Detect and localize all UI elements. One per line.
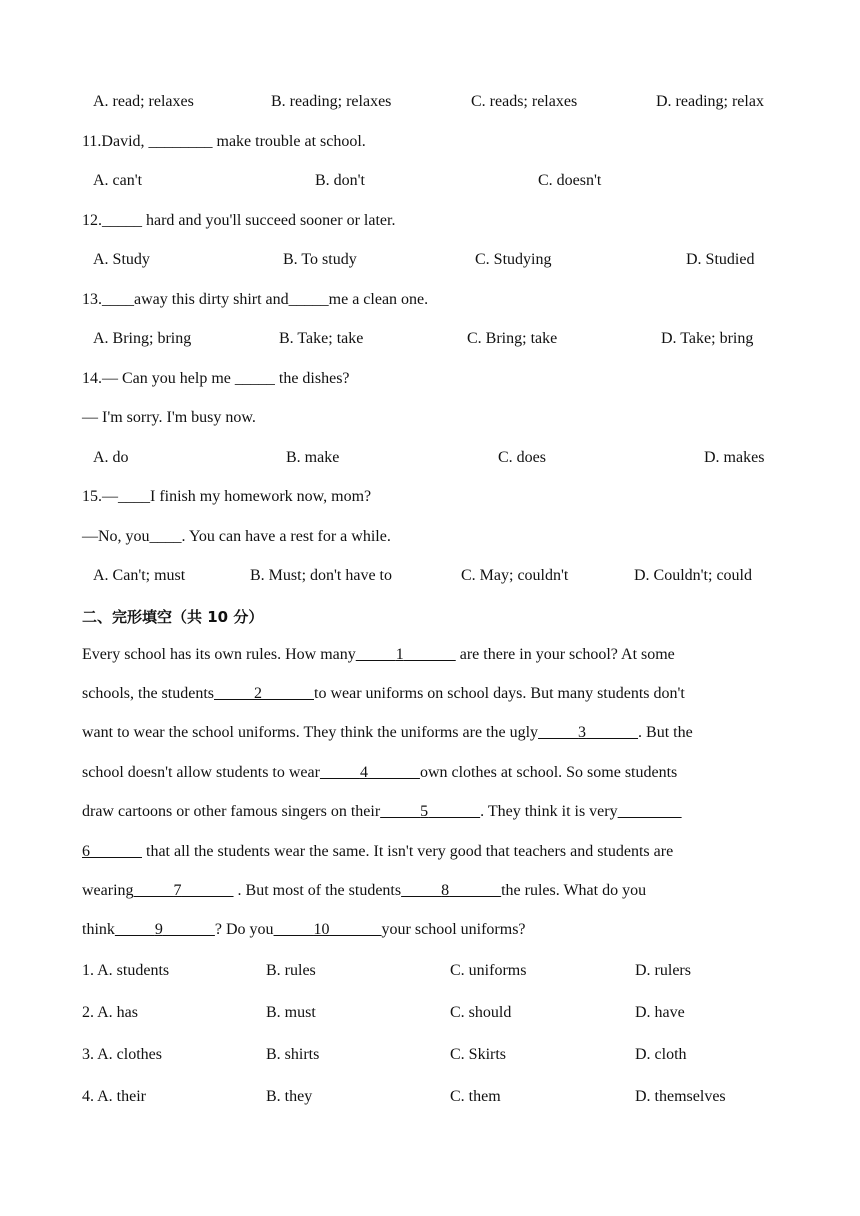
- cloze-3-option-b: B. shirts: [266, 1046, 320, 1063]
- q11-option-b: B. don't: [315, 172, 365, 189]
- cloze-4-option-d: D. themselves: [635, 1088, 726, 1105]
- passage-line: [82, 843, 673, 861]
- passage-text: . They think it is very: [480, 803, 618, 820]
- passage-line: [82, 685, 685, 703]
- passage-text: wearing: [82, 882, 134, 899]
- cloze-3-option-a: 3. A. clothes: [82, 1046, 162, 1063]
- q10-option-d: D. reading; relax: [656, 93, 764, 110]
- q13-option-c: C. Bring; take: [467, 330, 558, 347]
- blank-1: 1: [395, 646, 404, 663]
- cloze-4-option-b: B. they: [266, 1088, 313, 1105]
- q13-option-b: B. Take; take: [279, 330, 364, 347]
- blank-2: 2: [254, 685, 262, 702]
- q13-option-a: A. Bring; bring: [93, 330, 192, 347]
- q13-stem: 13.____away this dirty shirt and_____me a clean one.: [82, 291, 429, 308]
- passage-text: . But most of the students: [233, 882, 402, 899]
- q14-option-a: A. do: [93, 449, 129, 466]
- passage-text: that all the students wear the same. It isn't very good that teachers and students are: [142, 843, 674, 860]
- q15-option-b: B. Must; don't have to: [250, 567, 392, 584]
- blank-4: 4: [359, 764, 368, 781]
- q15-option-d: D. Couldn't; could: [634, 567, 752, 584]
- blank-6: 6: [82, 843, 90, 860]
- blank-10: 10: [313, 921, 330, 938]
- blank-9: 9: [154, 921, 163, 938]
- passage-line: [82, 724, 693, 742]
- passage-text: think: [82, 921, 115, 938]
- passage-text: school doesn't allow students to wear: [82, 764, 320, 781]
- q14-stem: 14.— Can you help me _____ the dishes?: [82, 370, 350, 387]
- cloze-4-option-c: C. them: [450, 1088, 501, 1105]
- q11-stem: 11.David, ________ make trouble at school.: [82, 133, 366, 150]
- q12-stem: 12._____ hard and you'll succeed sooner or later.: [82, 212, 396, 229]
- passage-line: [82, 921, 526, 939]
- q15-stem: 15.—____I finish my homework now, mom?: [82, 488, 372, 505]
- cloze-1-option-d: D. rulers: [635, 962, 691, 979]
- passage-text: want to wear the school uniforms. They think the uniforms are the ugly: [82, 724, 539, 741]
- passage-line: [82, 764, 677, 782]
- q10-option-c: C. reads; relaxes: [471, 93, 578, 110]
- blank-5: 5: [420, 803, 429, 820]
- passage-text: your school uniforms?: [381, 921, 526, 938]
- q14-reply: — I'm sorry. I'm busy now.: [82, 409, 256, 426]
- passage-line: [82, 646, 675, 664]
- q14-option-b: B. make: [286, 449, 340, 466]
- cloze-1-option-a: 1. A. students: [82, 962, 170, 979]
- section-heading: 二、完形填空（共 10 分）: [82, 608, 264, 626]
- cloze-3-option-c: C. Skirts: [450, 1046, 507, 1063]
- q12-option-c: C. Studying: [475, 251, 552, 268]
- blank-8: 8: [441, 882, 450, 899]
- cloze-3-option-d: D. cloth: [635, 1046, 687, 1063]
- passage-text: the rules. What do you: [501, 882, 647, 899]
- cloze-2-option-d: D. have: [635, 1004, 685, 1021]
- cloze-2-option-c: C. should: [450, 1004, 512, 1021]
- cloze-2-option-a: 2. A. has: [82, 1004, 138, 1021]
- q14-option-d: D. makes: [704, 449, 765, 466]
- passage-text: ? Do you: [214, 921, 274, 938]
- q14-option-c: C. does: [498, 449, 546, 466]
- passage-text: are there in your school? At some: [455, 646, 675, 663]
- passage-text: to wear uniforms on school days. But many students don't: [314, 685, 685, 702]
- passage-line: [82, 882, 646, 900]
- passage-text: Every school has its own rules. How many: [82, 646, 356, 663]
- blank-7: 7: [173, 882, 182, 899]
- q11-option-a: A. can't: [93, 172, 143, 189]
- q12-option-b: B. To study: [283, 251, 357, 268]
- cloze-2-option-b: B. must: [266, 1004, 316, 1021]
- q10-option-b: B. reading; relaxes: [271, 93, 392, 110]
- q11-option-c: C. doesn't: [538, 172, 602, 189]
- cloze-1-option-c: C. uniforms: [450, 962, 527, 979]
- q15-reply: —No, you____. You can have a rest for a while.: [82, 528, 391, 545]
- blank-6-lead: [618, 803, 682, 820]
- passage-text: schools, the students: [82, 685, 214, 702]
- q12-option-a: A. Study: [93, 251, 150, 268]
- blank-3: 3: [578, 724, 587, 741]
- q10-option-a: A. read; relaxes: [93, 93, 194, 110]
- passage-line: [82, 803, 682, 821]
- q15-option-a: A. Can't; must: [93, 567, 186, 584]
- passage-text: draw cartoons or other famous singers on their: [82, 803, 381, 820]
- q13-option-d: D. Take; bring: [661, 330, 754, 347]
- q12-option-d: D. Studied: [686, 251, 755, 268]
- cloze-4-option-a: 4. A. their: [82, 1088, 146, 1105]
- passage-text: . But the: [638, 724, 693, 741]
- passage-text: own clothes at school. So some students: [419, 764, 678, 781]
- cloze-1-option-b: B. rules: [266, 962, 316, 979]
- q15-option-c: C. May; couldn't: [461, 567, 569, 584]
